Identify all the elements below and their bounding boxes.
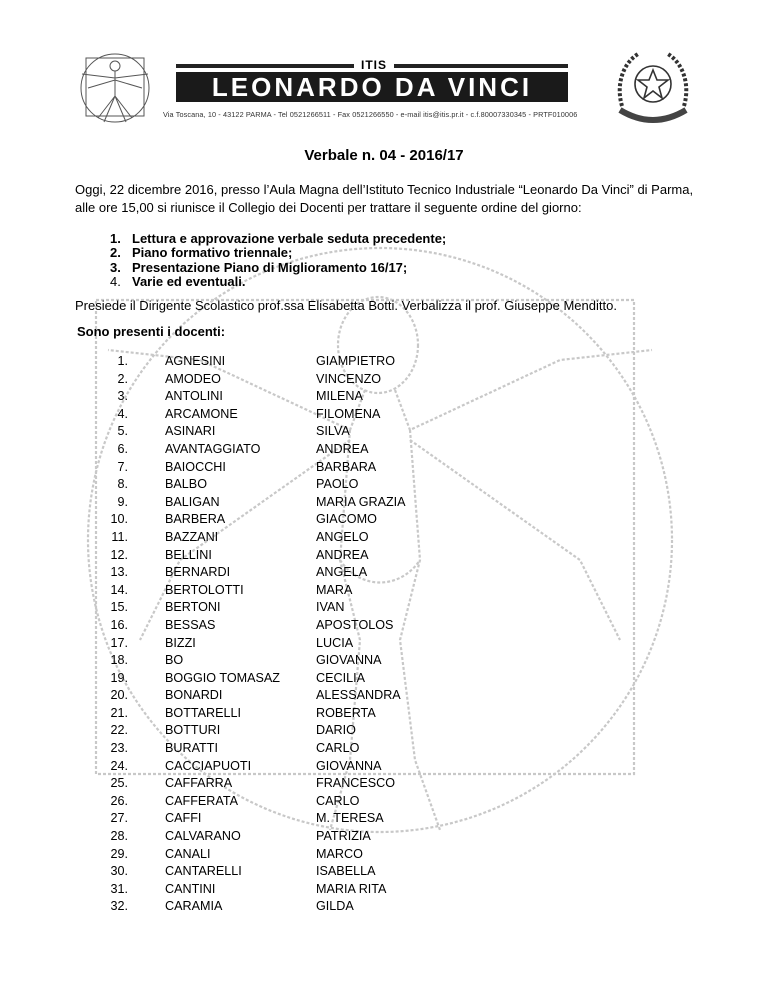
agenda-text: Piano formativo triennale; (132, 245, 293, 261)
attendee-number: 23. (110, 741, 128, 756)
attendee-number: 28. (110, 829, 128, 844)
attendee-surname: BOTTARELLI (165, 705, 242, 720)
attendee-surname: CAFFI (165, 811, 202, 826)
attendee-number: 7. (117, 459, 128, 474)
agenda-item (110, 232, 446, 246)
attendee-firstname: MARCO (316, 846, 363, 861)
attendee-number: 18. (110, 653, 128, 668)
attendee-surname: CACCIAPUOTI (165, 758, 252, 773)
agenda-text: Presentazione Piano di Miglioramento 16/17; (132, 259, 408, 275)
attendee-firstname: BARBARA (316, 459, 377, 474)
attendee-firstname: CECILIA (316, 670, 365, 685)
attendee-number: 10. (110, 512, 128, 527)
attendees-heading: Sono presenti i docenti: (77, 324, 226, 339)
attendee-number: 30. (110, 864, 128, 879)
attendee-surname: BAZZANI (165, 529, 219, 544)
attendee-number: 20. (110, 688, 128, 703)
attendee-firstname: ALESSANDRA (316, 688, 401, 703)
agenda-text: Varie ed eventuali. (132, 273, 246, 289)
agenda-list (110, 232, 446, 289)
agenda-item (110, 261, 446, 275)
attendee-surname: AVANTAGGIATO (165, 441, 261, 456)
attendee-firstname: PAOLO (316, 477, 359, 492)
attendee-number: 2. (117, 371, 128, 386)
attendee-firstname: GIOVANNA (316, 758, 382, 773)
attendee-firstname: DARIO (316, 723, 356, 738)
attendee-surname: BESSAS (165, 617, 216, 632)
attendee-surname: AMODEO (165, 371, 221, 386)
attendee-number: 11. (111, 529, 128, 544)
attendee-firstname: FRANCESCO (316, 776, 396, 791)
attendee-surname: ARCAMONE (165, 406, 238, 421)
attendee-firstname: PATRIZIA (316, 829, 371, 844)
attendee-surname: CAFFARRA (165, 776, 233, 791)
attendee-surname: CAFFERATA (165, 793, 238, 808)
agenda-number: 2. (110, 245, 121, 261)
attendee-number: 29. (110, 846, 128, 861)
school-tag: ITIS (354, 58, 394, 72)
attendee-number: 5. (117, 424, 128, 439)
attendee-number: 8. (117, 477, 128, 492)
attendee-number: 12. (110, 547, 128, 562)
attendee-surname: BELLINI (165, 547, 212, 562)
agenda-number: 3. (110, 259, 121, 275)
attendee-number: 25. (110, 776, 128, 791)
attendee-firstname: ANDREA (316, 547, 369, 562)
attendee-firstname: SILVA (316, 424, 350, 439)
attendee-firstname: MARA (316, 582, 353, 597)
attendee-surname: CALVARANO (165, 829, 241, 844)
attendee-surname: ANTOLINI (165, 389, 223, 404)
attendee-number: 24. (110, 758, 128, 773)
attendee-firstname: CARLO (316, 741, 360, 756)
agenda-number: 4. (110, 273, 121, 289)
attendee-surname: BURATTI (165, 741, 218, 756)
agenda-item (110, 275, 446, 289)
attendee-surname: CARAMIA (165, 899, 223, 914)
attendee-number: 14. (110, 582, 128, 597)
attendee-firstname: ROBERTA (316, 705, 376, 720)
attendee-surname: BARBERA (165, 512, 226, 527)
attendee-firstname: MARIA RITA (316, 881, 387, 896)
attendee-number: 26. (110, 793, 128, 808)
attendee-firstname: GIACOMO (316, 512, 377, 527)
intro-paragraph: Oggi, 22 dicembre 2016, presso l’Aula Magna dell’Istituto Tecnico Industriale “Leonardo Da Vinci” di Parma, alle ore 15,00 si riunisce il Collegio dei Docenti per trattare il seguente ordine del giorno: (75, 182, 694, 215)
attendee-surname: AGNESINI (165, 354, 226, 368)
attendee-surname: BAIOCCHI (165, 459, 226, 474)
attendee-firstname: MARIA GRAZIA (316, 494, 406, 509)
attendee-surname: CANTARELLI (165, 864, 242, 879)
attendee-surname: BERTONI (165, 600, 221, 615)
agenda-number: 1. (110, 231, 121, 246)
attendee-firstname: IVAN (316, 600, 345, 615)
italian-republic-emblem (612, 46, 694, 130)
attendee-firstname: MILENA (316, 389, 363, 404)
attendee-number: 22. (110, 723, 128, 738)
attendee-surname: BALIGAN (165, 494, 220, 509)
attendee-number: 17. (110, 635, 128, 650)
attendee-number: 16. (110, 617, 128, 632)
attendee-number: 15. (110, 600, 128, 615)
attendee-firstname: ANGELA (316, 565, 368, 580)
attendee-firstname: GIOVANNA (316, 653, 382, 668)
attendee-firstname: ISABELLA (316, 864, 376, 879)
attendee-firstname: APOSTOLOS (316, 617, 394, 632)
attendee-firstname: ANDREA (316, 441, 369, 456)
attendee-surname: BERTOLOTTI (165, 582, 244, 597)
attendee-firstname: GIAMPIETRO (316, 354, 396, 368)
agenda-item (110, 246, 446, 260)
attendee-surname: BO (165, 653, 184, 668)
attendee-number: 31. (110, 881, 128, 896)
agenda-text: Lettura e approvazione verbale seduta precedente; (132, 231, 447, 246)
attendee-number: 21. (110, 705, 128, 720)
attendee-surname: BALBO (165, 477, 207, 492)
attendee-number: 27. (110, 811, 128, 826)
attendee-number: 13. (110, 565, 128, 580)
attendee-surname: BIZZI (165, 635, 196, 650)
school-name-banner: LEONARDO DA VINCI (176, 72, 568, 102)
attendee-firstname: ANGELO (316, 529, 369, 544)
attendee-number: 3. (117, 389, 128, 404)
attendee-surname: BOTTURI (165, 723, 221, 738)
attendee-number: 4. (117, 406, 128, 421)
attendee-surname: CANTINI (165, 881, 216, 896)
chair-statement: Presiede il Dirigente Scolastico prof.ssa Elisabetta Botti. Verbalizza il prof. Giuseppe Menditto. (75, 298, 617, 313)
attendee-number: 19. (110, 670, 128, 685)
attendee-number: 1. (117, 354, 128, 368)
document-title: Verbale n. 04 - 2016/17 (304, 147, 464, 164)
attendee-number: 6. (117, 441, 128, 456)
attendee-number: 9. (117, 494, 128, 509)
school-address: Via Toscana, 10 - 43122 PARMA - Tel 0521266511 - Fax 0521266550 - e-mail itis@itis.pr.it - c.f.80007330345 - PRTF010006 (163, 110, 578, 119)
attendee-surname: ASINARI (165, 424, 216, 439)
attendee-firstname: VINCENZO (316, 371, 382, 386)
attendee-firstname: LUCIA (316, 635, 354, 650)
attendee-number: 32. (110, 899, 128, 914)
attendee-surname: CANALI (165, 846, 211, 861)
vitruvian-man-logo (74, 44, 156, 126)
attendee-firstname: GILDA (316, 899, 354, 914)
attendee-surname: BONARDI (165, 688, 223, 703)
attendee-firstname: CARLO (316, 793, 360, 808)
attendee-surname: BOGGIO TOMASAZ (165, 670, 280, 685)
attendee-firstname: FILOMENA (316, 406, 381, 421)
attendee-firstname: M. TERESA (316, 811, 384, 826)
attendee-surname: BERNARDI (165, 565, 231, 580)
